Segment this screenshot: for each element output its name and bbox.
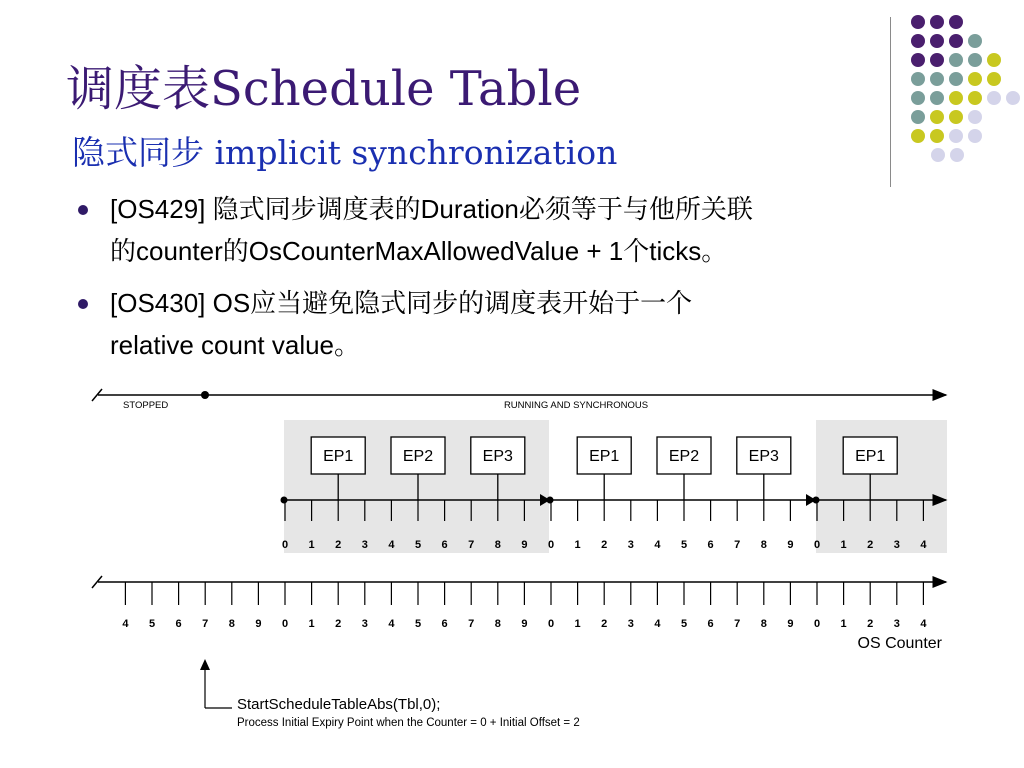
- state-running-label: RUNNING AND SYNCHRONOUS: [503, 400, 649, 411]
- table-tick-label: 4: [388, 539, 395, 551]
- counter-tick-label: 8: [228, 618, 235, 630]
- counter-tick-label: 0: [547, 618, 555, 630]
- table-tick-label: 2: [335, 539, 342, 551]
- decor-dot: [949, 53, 963, 67]
- counter-tick-label: 0: [281, 618, 289, 630]
- counter-tick-label: 7: [202, 618, 209, 630]
- decor-dot: [968, 34, 982, 48]
- decor-dot: [987, 53, 1001, 67]
- decor-dot: [930, 34, 944, 48]
- counter-tick-label: 5: [414, 618, 422, 630]
- expiry-point-label: EP3: [482, 448, 513, 465]
- bullet-dot-icon: [78, 299, 88, 309]
- decor-dot: [950, 148, 964, 162]
- counter-tick-label: 4: [654, 618, 661, 630]
- bullet-text-line2: 的counter的OsCounterMaxAllowedValue + 1个ticks。: [110, 236, 728, 266]
- counter-tick-label: 8: [494, 618, 501, 630]
- decor-dot: [930, 53, 944, 67]
- call-pointer-arrow-icon: [200, 659, 210, 670]
- table-tick-label: 3: [893, 539, 900, 551]
- decor-dot: [968, 110, 982, 124]
- bullet-dot-icon: [78, 205, 88, 215]
- decor-dot: [911, 53, 925, 67]
- decor-dot: [949, 34, 963, 48]
- table-tick-label: 2: [601, 539, 608, 551]
- schedule-table-diagram: [0, 375, 1024, 745]
- decor-dot: [968, 53, 982, 67]
- counter-tick-label: 5: [680, 618, 688, 630]
- slide-subtitle: 隐式同步 implicit synchronization: [72, 133, 618, 172]
- table-tick-label: 3: [627, 539, 634, 551]
- table-tick-label: 7: [734, 539, 741, 551]
- call-note: Process Initial Expiry Point when the Counter = 0 + Initial Offset = 2: [237, 717, 580, 729]
- decor-dot: [949, 91, 963, 105]
- counter-tick-label: 4: [920, 618, 927, 630]
- bullet-item-os429: [72, 188, 972, 272]
- table-tick-label: 5: [414, 539, 422, 551]
- counter-tick-label: 6: [441, 618, 448, 630]
- expiry-point-label: EP1: [855, 448, 886, 465]
- table-tick-label: 6: [441, 539, 448, 551]
- decor-dot: [968, 72, 982, 86]
- decor-dot: [911, 129, 925, 143]
- counter-tick-label: 4: [388, 618, 395, 630]
- table-tick-label: 3: [361, 539, 368, 551]
- expiry-point-label: EP2: [668, 448, 700, 465]
- table-tick-label: 9: [787, 539, 794, 551]
- decor-dot: [987, 72, 1001, 86]
- counter-tick-label: 2: [601, 618, 608, 630]
- counter-tick-label: 9: [521, 618, 528, 630]
- table-tick-label: 9: [521, 539, 528, 551]
- counter-tick-label: 2: [867, 618, 874, 630]
- counter-tick-label: 7: [468, 618, 475, 630]
- decor-dot: [930, 72, 944, 86]
- decor-dot: [968, 129, 982, 143]
- counter-tick-label: 3: [627, 618, 634, 630]
- decor-dot: [949, 110, 963, 124]
- table-tick-label: 0: [547, 539, 555, 551]
- table-tick-label: 0: [281, 539, 289, 551]
- counter-tick-label: 1: [308, 618, 315, 630]
- table-tick-label: 8: [494, 539, 501, 551]
- counter-tick-label: 5: [148, 618, 156, 630]
- counter-tick-label: 8: [760, 618, 767, 630]
- counter-tick-label: 1: [574, 618, 581, 630]
- expiry-point-label: EP1: [589, 448, 620, 465]
- decor-dot: [949, 72, 963, 86]
- table-tick-label: 6: [707, 539, 714, 551]
- decorative-dot-grid: [0, 0, 1024, 200]
- bullet-item-os430: [72, 282, 972, 366]
- decor-dot: [987, 91, 1001, 105]
- table-tick-label: 5: [680, 539, 688, 551]
- counter-tick-label: 7: [734, 618, 741, 630]
- decor-dot: [930, 15, 944, 29]
- bullet-text-line1: [OS430] OS应当避免隐式同步的调度表开始于一个: [110, 288, 693, 318]
- bullet-text-line1: [OS429] 隐式同步调度表的Duration必须等于与他所关联: [110, 194, 753, 224]
- period-end-arrow-2: [806, 494, 816, 506]
- decor-dot: [930, 129, 944, 143]
- expiry-point-label: EP2: [402, 448, 434, 465]
- decor-dot: [911, 110, 925, 124]
- counter-tick-label: 3: [361, 618, 368, 630]
- table-tick-label: 2: [867, 539, 874, 551]
- table-tick-label: 4: [920, 539, 927, 551]
- table-tick-label: 7: [468, 539, 475, 551]
- decor-dot: [911, 91, 925, 105]
- counter-tick-label: 1: [840, 618, 847, 630]
- table-tick-label: 1: [308, 539, 315, 551]
- decor-dot: [949, 129, 963, 143]
- counter-tick-label: 9: [787, 618, 794, 630]
- expiry-point-label: EP1: [323, 448, 354, 465]
- counter-tick-label: 0: [813, 618, 821, 630]
- os-counter-label: OS Counter: [857, 635, 942, 652]
- table-tick-label: 0: [813, 539, 821, 551]
- expiry-point: [657, 437, 711, 500]
- state-stopped-label: STOPPED: [123, 400, 169, 411]
- call-text: StartScheduleTableAbs(Tbl,0);: [237, 696, 441, 713]
- counter-tick-label: 3: [893, 618, 900, 630]
- bullet-list: [72, 188, 972, 376]
- period-start-dot-1: [281, 497, 288, 504]
- decor-dot: [949, 15, 963, 29]
- expiry-point-label: EP3: [748, 448, 779, 465]
- counter-tick-label: 6: [707, 618, 714, 630]
- table-tick-label: 1: [574, 539, 581, 551]
- slide-title: 调度表Schedule Table: [66, 61, 582, 117]
- decor-dot: [911, 72, 925, 86]
- decor-dot: [931, 148, 945, 162]
- table-tick-label: 8: [760, 539, 767, 551]
- counter-tick-label: 2: [335, 618, 342, 630]
- counter-tick-label: 4: [122, 618, 129, 630]
- counter-tick-label: 9: [255, 618, 262, 630]
- decor-dot: [911, 34, 925, 48]
- decor-dot: [1006, 91, 1020, 105]
- decor-dot: [930, 110, 944, 124]
- table-tick-label: 1: [840, 539, 847, 551]
- counter-tick-label: 6: [175, 618, 182, 630]
- decor-dot: [968, 91, 982, 105]
- expiry-point: [577, 437, 631, 500]
- start-point-dot: [201, 391, 209, 399]
- expiry-point: [737, 437, 791, 500]
- table-tick-label: 4: [654, 539, 661, 551]
- decor-dot: [930, 91, 944, 105]
- bullet-text-line2: relative count value。: [110, 330, 361, 360]
- decor-dot: [911, 15, 925, 29]
